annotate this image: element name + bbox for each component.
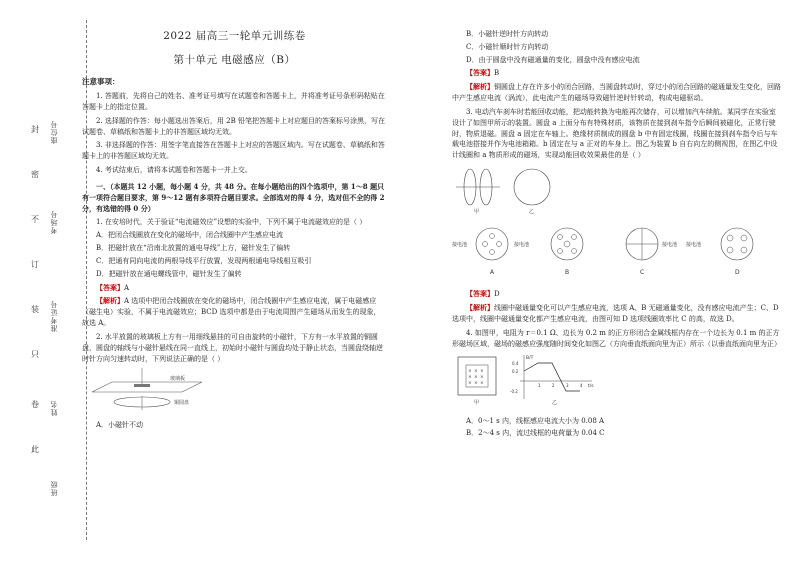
q2-explanation: [452, 82, 782, 104]
battery-label: 接电池: [686, 242, 702, 249]
x-axis-label: t/s: [588, 384, 594, 390]
binding-char: 封: [31, 125, 39, 134]
glass-plate-label: 玻璃板: [170, 376, 186, 383]
copper-disk-label: 铜圆盘: [174, 400, 190, 407]
q1-explanation: [82, 296, 387, 329]
battery-label: 接电池: [452, 242, 468, 249]
answer-label: 【答案】: [466, 68, 494, 78]
binding-char: 不: [31, 215, 39, 224]
answer-value: B: [494, 69, 500, 78]
seat-number-label: 座位号: [50, 120, 58, 144]
q4-stem: 4. 如图甲，电阻为 r＝0.1 Ω、边长为 0.2 m 的正方形闭合金属线框内存在一个边长为 0.1 m 的正方形磁场区域，磁场的磁感应强度随时间变化如图乙（方向垂直纸面向里为正）所示（以垂直纸面向里为正）: [452, 328, 781, 348]
q4-diagram: [452, 353, 602, 407]
q3-fig-option-b: [514, 228, 583, 276]
notes-heading: 注意事项：: [82, 77, 120, 87]
q4-option-a: A．0～1 s 内，线框感应电流大小为 0.08 A: [466, 416, 605, 425]
answer-value: D: [494, 290, 500, 299]
svg-text:×: ×: [468, 381, 472, 387]
svg-text:×: ×: [468, 369, 472, 375]
q4-option-b: B．2～4 s 内，流过线框的电荷量为 0.04 C: [466, 429, 605, 438]
q3-fig-option-c: [626, 228, 677, 276]
y-tick: 0.4: [512, 361, 519, 367]
note-item: 1. 答题前，先将自己的姓名、准考证号填写在试题卷和答题卡上，并将准考证号条形码粘贴在答题卡上的指定位置。: [82, 92, 385, 111]
q2-answer: [452, 68, 782, 79]
q3-option-diagrams: [452, 224, 772, 280]
x-tick: 1: [538, 383, 541, 389]
binding-char: 密: [31, 170, 39, 179]
q1-option-d: D．把磁针放在通电螺线管中，磁针发生了偏转: [96, 269, 242, 278]
fig-label-jia: 甲: [474, 209, 480, 216]
explanation-label: 【解析】: [466, 303, 494, 313]
svg-text:×: ×: [480, 369, 484, 375]
binding-char: 装: [31, 305, 39, 314]
option-letter: D: [735, 269, 740, 277]
svg-text:×: ×: [468, 375, 472, 381]
section-heading: 一、（本题共 12 小题，每小题 4 分，共 48 分。在每小题给出的四个选项中，第 1～8 题只有一项符合题目要求，第 9～12 题有多项符合题目要求。全部选对的得 4 分，选对但不全的得 2 分，有选错的得 0 分）: [82, 181, 385, 213]
name-label: 姓名: [50, 400, 58, 416]
q4-figure: [452, 353, 782, 410]
q1-stem: 1. 在安培时代，关于验证“电流磁效应”设想的实验中，下列不属于电流磁效应的是（ ）: [96, 218, 367, 227]
option-letter: B: [565, 269, 570, 277]
q2-option-c: C．小磁针顺时针方向转动: [466, 42, 549, 51]
battery-label: 接电池: [662, 242, 678, 249]
q3-explanation: [452, 303, 782, 325]
battery-label: 接电池: [514, 242, 530, 249]
svg-text:×: ×: [474, 381, 478, 387]
answer-label: 【答案】: [96, 282, 124, 292]
x-tick: 2: [552, 383, 555, 389]
q1-answer: [82, 283, 387, 294]
right-column: [452, 30, 782, 442]
answer-label: 【答案】: [466, 289, 494, 299]
q3-figure-top: [452, 165, 782, 218]
note-item: 3. 非选择题的作答：用签字笔直接答在答题卡上对应的答题区域内。写在试题卷、草稿纸和答题卡上的非答题区域均无效。: [82, 141, 385, 161]
y-tick: 0.2: [512, 369, 519, 375]
explanation-text: 铜圆盘上存在许多小的闭合回路，当圆盘转动时，穿过小的闭合回路的磁通量发生变化，回路中产生感应电流（涡流），此电流产生的磁场导致磁针逆时针转动，构成电磁驱动。: [452, 83, 781, 103]
q2-diagram: [82, 368, 212, 412]
q3-answer: [452, 289, 782, 300]
svg-text:×: ×: [480, 375, 484, 381]
q3-stem: 3. 电动汽车刹车时若能回收动能，把动能转换为电能再次储存，可以增加汽车续航。某同学在实验室设计了如图甲所示的装置。圆盘 a 上面分布有特殊材质，该物质在接到刹车指令后瞬间被磁化，正常行驶时，物质退磁。圆盘 a 固定在车轴上。绝缘材质制成的圆盘 b 中有固定线圈，线圈在接到刹车指令后与车载电池搭接并作为电池箱箱。b 固定在与 a 正对的车身上。图乙为装置 b 自右向左的侧视图，在图乙中设计线圈和 a 物质形成的磁场，实现动能回收效果最佳的是（ ）: [452, 107, 778, 160]
q3-fig-option-d: [686, 228, 753, 276]
explanation-label: 【解析】: [96, 296, 124, 306]
exam-title: 2022 届高三一轮单元训练卷: [163, 30, 306, 42]
unit-title: 第十单元 电磁感应（B）: [173, 53, 296, 66]
q1-option-b: B．把磁针放在“沿南北放置的通电导线”上方，磁针发生了偏转: [96, 244, 291, 253]
note-item: 2. 选择题的作答：每小题选出答案后，用 2B 铅笔把答题卡上对应题目的答案标号涂黑，写在试题卷、草稿纸和答题卡上的非答题区域均无效。: [82, 116, 385, 136]
option-letter: C: [640, 269, 645, 277]
binding-seal-chars: [28, 120, 42, 520]
x-tick: 3: [566, 383, 569, 389]
room-number-label: 考场号: [50, 210, 58, 234]
q1-option-a: A．把闭合线圈放在变化的磁场中，闭合线圈中产生感应电流: [96, 231, 284, 240]
q2-option-d: D．由于圆盘中没有磁通量的变化，圆盘中没有感应电流: [466, 55, 640, 64]
y-tick: -0.2: [510, 389, 518, 395]
left-column: [82, 30, 387, 434]
svg-text:×: ×: [474, 375, 478, 381]
fig-label-yi: 乙: [529, 209, 535, 216]
explanation-text: A 选项中把闭合线圈放在变化的磁场中，闭合线圈中产生感应电流，属于电磁感应（磁生电）实验，不属于电流磁效应；BCD 选项中都是由于电流周围产生磁场从而发生的现象，故选 A。: [82, 297, 381, 327]
y-axis-label: B/T: [526, 356, 534, 362]
binding-char: 此: [31, 445, 39, 454]
binding-field-labels: [50, 120, 70, 520]
svg-text:×: ×: [474, 369, 478, 375]
explanation-text: 线圈中磁通量变化可以产生感应电流，选项 A、B 无磁通量变化，没有感应电流产生；C、D 选项中，线圈中磁通量变化都产生感应电流，由图可知 D 选项线圈效率比 C 的高，故选 D。: [452, 304, 779, 323]
admission-number-label: 准考证号: [50, 300, 58, 332]
q2-stem: 2. 水平放置的玻璃板上方有一用细线悬挂的可自由旋转的小磁针，下方有一水平放置的铜圆盘，圆盘的轴线与小磁针悬线在同一直线上，初始时小磁针与圆盘均处于静止状态，当圆盘绕轴逆时针方向匀速转动时，下列说法正确的是（ ）: [82, 332, 383, 363]
binding-char: 卷: [31, 400, 39, 409]
explanation-label: 【解析】: [466, 82, 494, 92]
q2-option-a: A．小磁针不动: [96, 421, 144, 430]
x-tick: 4: [580, 383, 583, 389]
binding-char: 只: [31, 350, 39, 359]
q2-option-b: B．小磁针逆时针方向转动: [466, 30, 549, 38]
q1-option-c: C．把通有同向电流的两根导线平行放置，发现两根通电导线相互吸引: [96, 256, 312, 265]
q3-fig-option-a: [452, 228, 508, 276]
q3-device-diagram: [452, 165, 592, 215]
svg-text:×: ×: [480, 381, 484, 387]
answer-value: A: [124, 283, 130, 292]
class-label: 班级: [50, 480, 58, 496]
binding-char: 订: [31, 260, 39, 269]
option-letter: A: [490, 269, 495, 277]
q3-options-figure: [452, 224, 782, 283]
fig-label-yi: 乙: [552, 400, 558, 407]
fig-label-jia: 甲: [474, 400, 480, 407]
q2-figure: [82, 368, 387, 415]
note-item: 4. 考试结束后，请将本试题卷和答题卡一并上交。: [96, 166, 252, 175]
